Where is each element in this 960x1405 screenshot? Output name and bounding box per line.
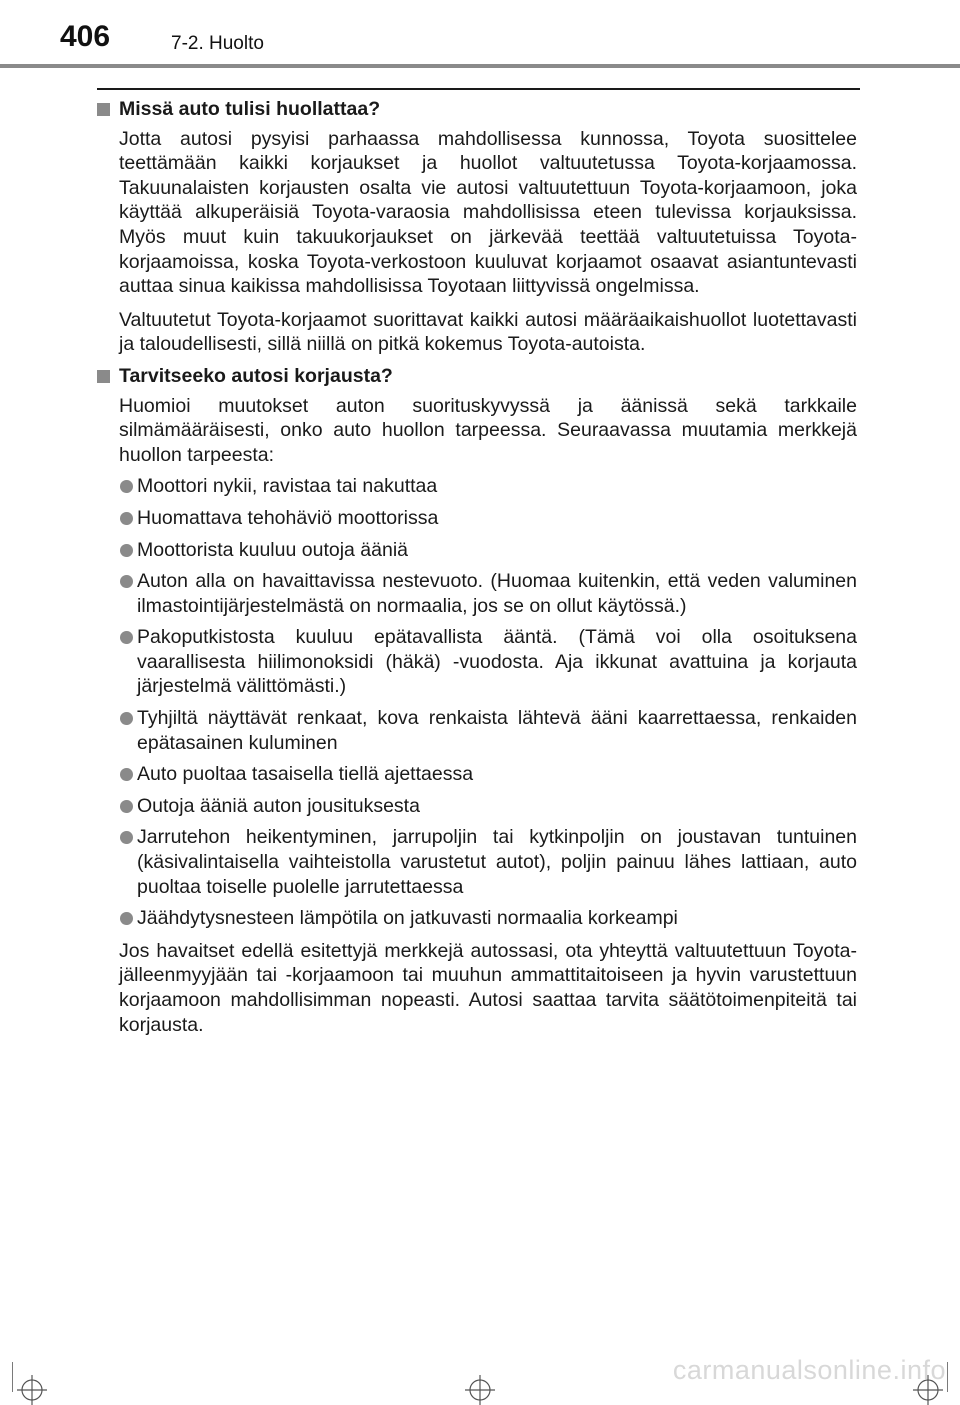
round-bullet-icon: [120, 768, 133, 781]
list-item: [97, 762, 857, 787]
section-heading-text: Missä auto tulisi huollattaa?: [119, 98, 381, 120]
square-bullet-icon: [97, 103, 110, 116]
content-top-rule: [97, 88, 860, 90]
list-item: [97, 706, 857, 755]
list-item: [97, 794, 857, 819]
list-item: [97, 569, 857, 618]
list-item-text: Pakoputkistosta kuuluu epätavallista ääntä. (Tämä voi olla osoituksena vaarallisesta hiilimonoksidi (häkä) -vuodosta. Aja ikkunat avattuina ja korjauta järjestelmä välittömästi.): [137, 626, 857, 698]
registration-mark-icon: [17, 1375, 47, 1405]
round-bullet-icon: [120, 512, 133, 525]
list-item: [97, 538, 857, 563]
list-item: [97, 474, 857, 499]
list-item-text: Auto puoltaa tasaisella tiellä ajettaessa: [137, 763, 474, 786]
list-item: [97, 625, 857, 699]
list-item: [97, 825, 857, 899]
watermark: carmanualsonline.info: [672, 1355, 946, 1385]
list-item: [97, 506, 857, 531]
chapter-title: 7-2. Huolto: [171, 33, 264, 54]
list-item-text: Moottorista kuuluu outoja ääniä: [137, 538, 409, 561]
round-bullet-icon: [120, 912, 133, 925]
section-heading: [97, 97, 857, 122]
closing-paragraph: Jos havaitset edellä esitettyjä merkkejä autossasi, ota yhteyttä valtuutettuun Toyota-jälleenmyyjään tai -korjaamoon tai muuhun ammattitaitoiseen ja hyvin varustettuun korjaamoon mahdollisimman nopeasti. Autosi saattaa tarvita säätötoimenpiteitä tai korjausta.: [119, 939, 857, 1036]
crop-mark: [12, 1362, 13, 1392]
round-bullet-icon: [120, 575, 133, 588]
page-number: 406: [60, 20, 111, 53]
crop-mark: [947, 1362, 948, 1392]
round-bullet-icon: [120, 631, 133, 644]
round-bullet-icon: [120, 831, 133, 844]
round-bullet-icon: [120, 544, 133, 557]
list-item-text: Huomattava tehohäviö moottorissa: [137, 506, 439, 529]
paragraph: Jotta autosi pysyisi parhaassa mahdollisessa kunnossa, Toyota suosittelee teettämään kaikki korjaukset ja huollot valtuutetussa Toyota-korjaamossa. Takuunalaisten korjausten osalta vie autosi valtuutettuun Toyota-korjaamoon, joka käyttää alkuperäisiä Toyota-varaosia mahdollisissa eteen tulevissa korjauksissa. Myös muut kuin takuukorjaukset on järkevää teettää valtuutetuissa Toyota-korjaamoissa, koska Toyota-verkostoon kuuluvat korjaamot osaavat asiantuntevasti auttaa sinua kaikissa mahdollisissa Toyotaan liittyvissä ongelmissa.: [119, 127, 857, 298]
list-item-text: Outoja ääniä auton jousituksesta: [137, 794, 420, 817]
list-item-text: Moottori nykii, ravistaa tai nakuttaa: [137, 475, 438, 498]
round-bullet-icon: [120, 800, 133, 813]
list-item-text: Jarrutehon heikentyminen, jarrupoljin tai kytkinpoljin on joustavan tuntuinen (käsivalintaisella vaihteistolla varustetut autot), poljin painuu lähes lattiaan, auto puoltaa toiselle puolelle jarrutettaessa: [137, 826, 857, 898]
round-bullet-icon: [120, 480, 133, 493]
section-heading-text: Tarvitseeko autosi korjausta?: [119, 364, 393, 387]
paragraph: Huomioi muutokset auton suorituskyvyssä ja äänissä sekä tarkkaile silmämääräisesti, onko auto huollon tarpeessa. Seuraavassa muutamia merkkejä huollon tarpeesta:: [119, 394, 857, 466]
list-item: [97, 906, 857, 931]
list-item-text: Jäähdytysnesteen lämpötila on jatkuvasti normaalia korkeampi: [137, 907, 678, 930]
paragraph: Valtuutetut Toyota-korjaamot suorittavat kaikki autosi määräaikaishuollot luotettavasti ja taloudellisesti, sillä niillä on pitkä kokemus Toyota-autoista.: [119, 308, 857, 356]
list-item-text: Auton alla on havaittavissa nestevuoto. (Huomaa kuitenkin, että veden valuminen ilmastointijärjestelmästä on normaalia, jos se on ollut käytössä.): [137, 570, 857, 617]
header-rule: [0, 64, 960, 68]
round-bullet-icon: [120, 712, 133, 725]
list-item-text: Tyhjiltä näyttävät renkaat, kova renkaista lähtevä ääni kaarrettaessa, renkaiden epätasainen kuluminen: [137, 707, 857, 754]
square-bullet-icon: [97, 370, 110, 383]
section-heading: [97, 364, 857, 389]
page-content: [97, 97, 857, 1037]
registration-mark-icon: [465, 1375, 495, 1405]
